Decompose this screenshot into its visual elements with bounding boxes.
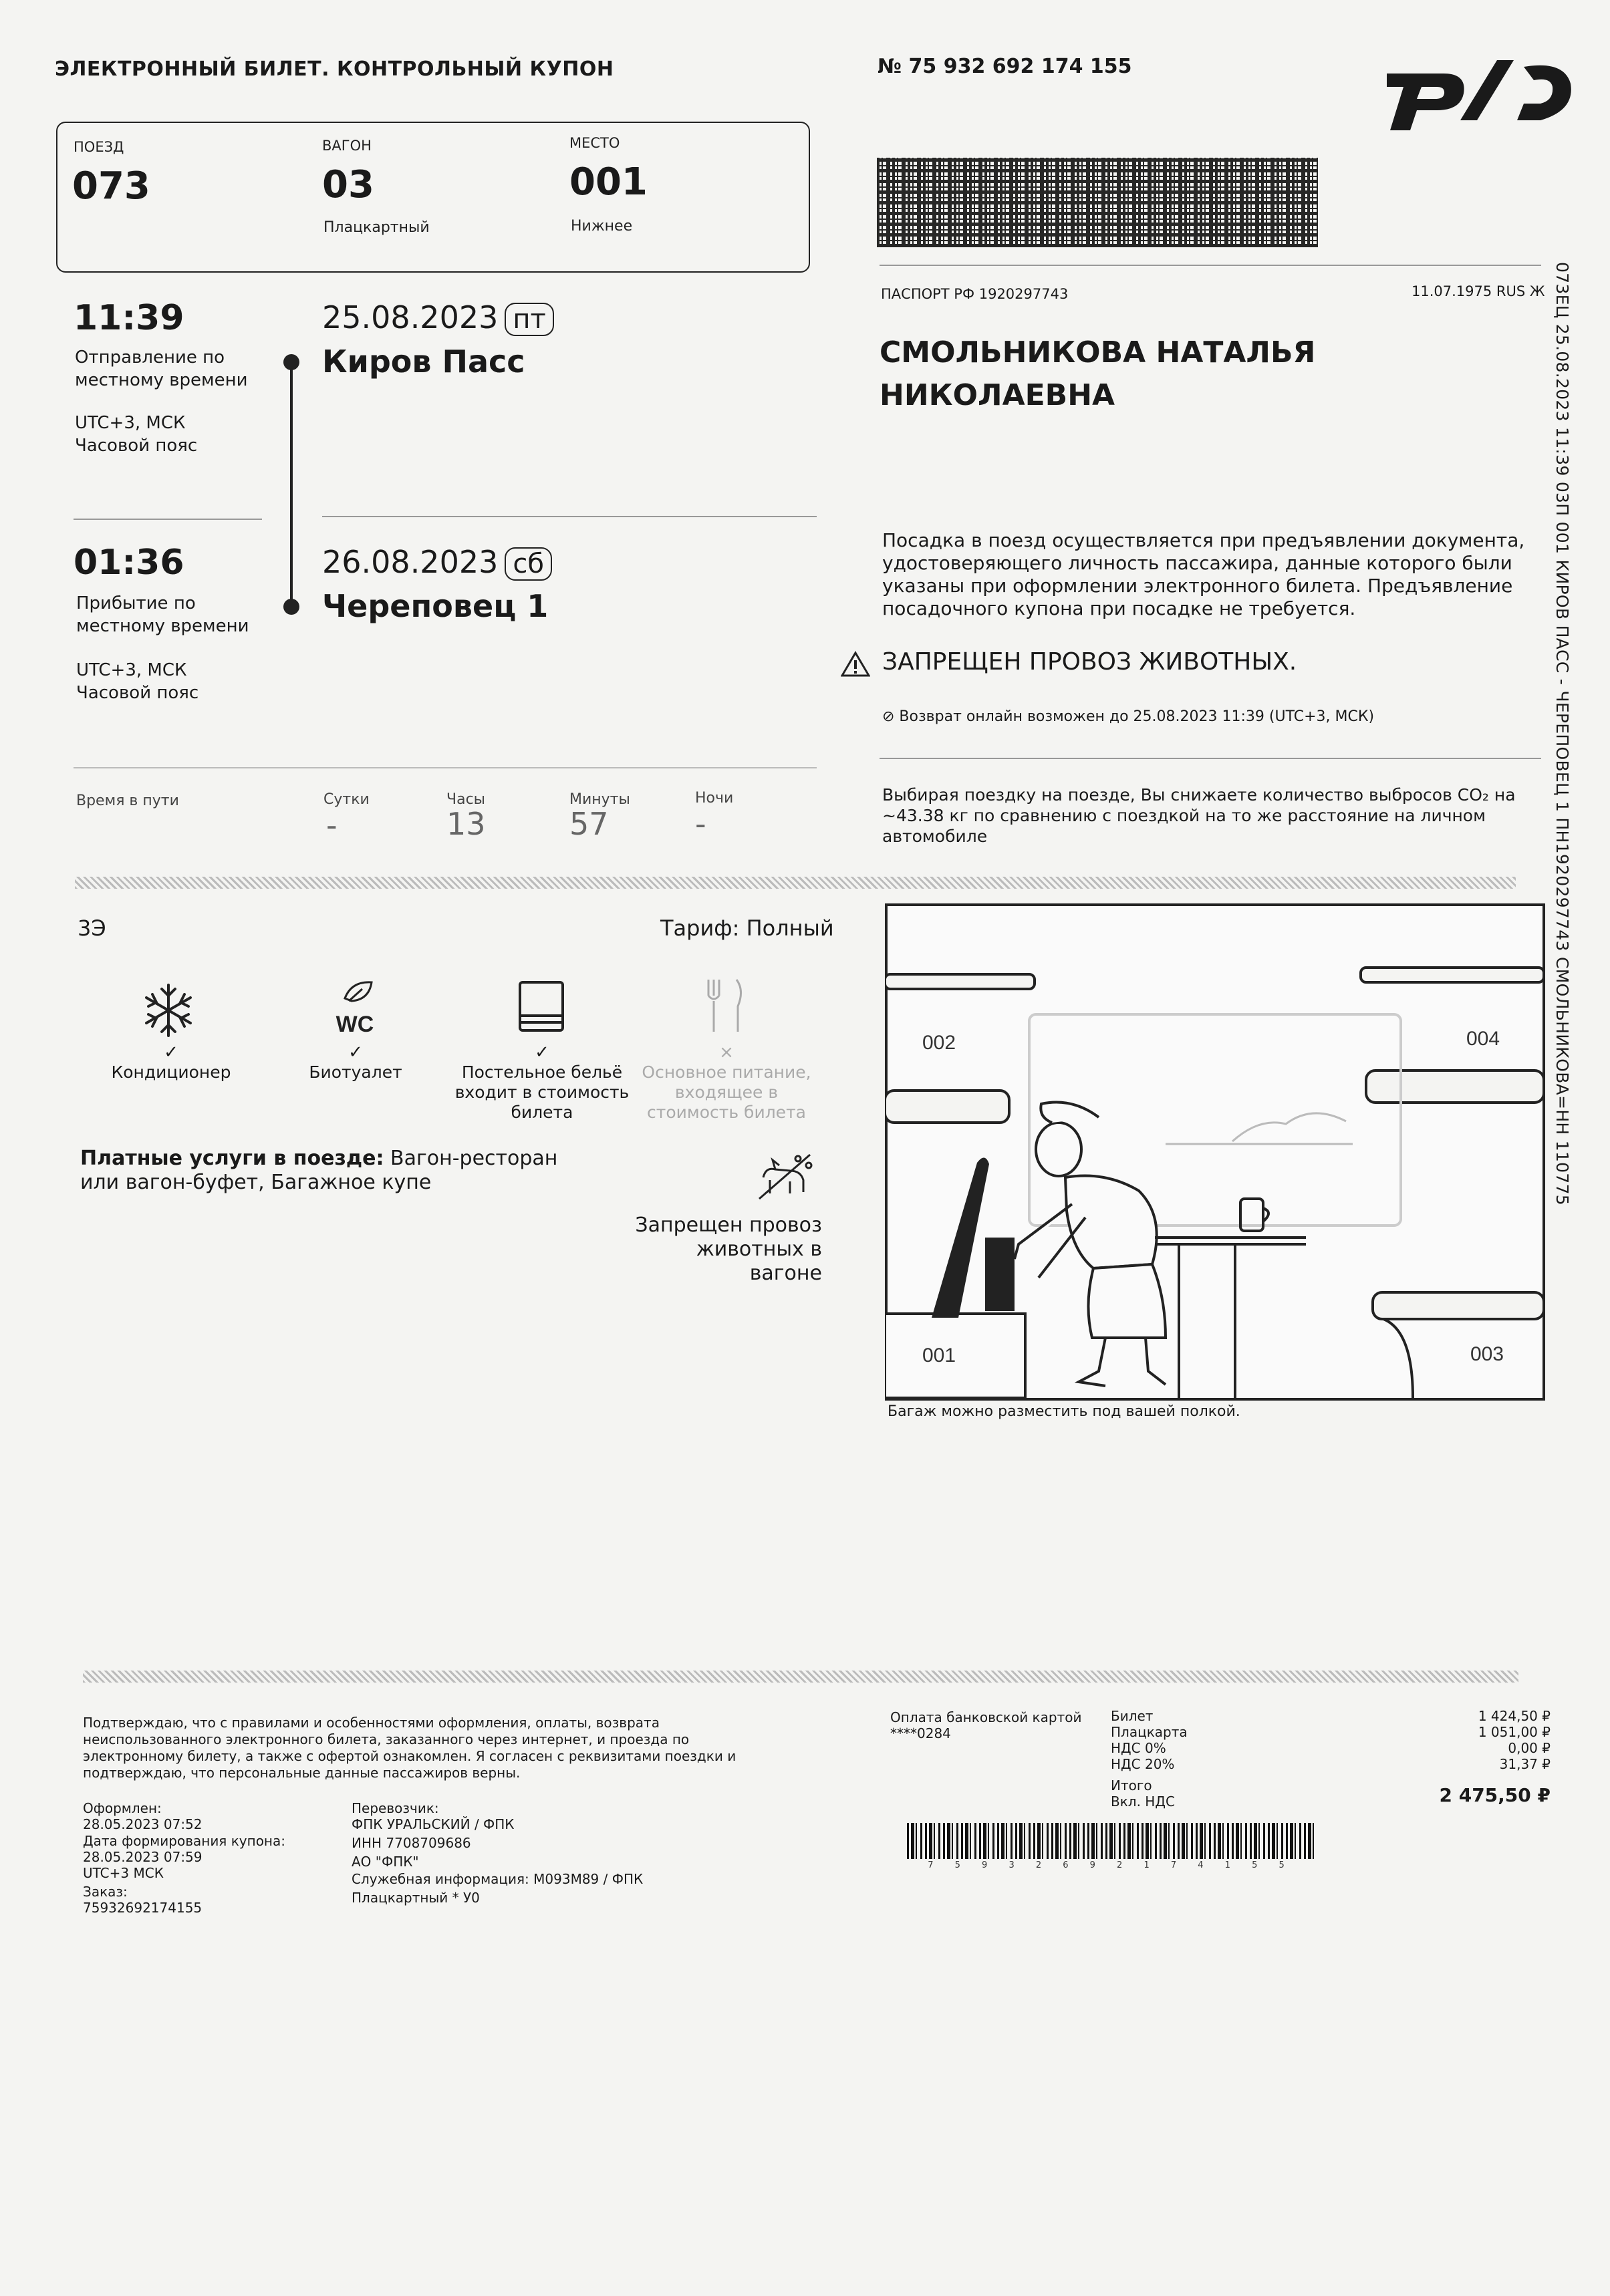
- divider: [322, 516, 817, 517]
- amenity-bedding-label: Постельное бельё входит в стоимость билета: [454, 1062, 630, 1122]
- amenity-wc-label: Биотуалет: [309, 1062, 402, 1082]
- amenity-ac: [104, 1042, 238, 1083]
- amenity-bedding-status: ✓: [535, 1042, 549, 1062]
- route-end-dot: [283, 599, 299, 615]
- pets-banned: Запрещен провоз животных в вагоне: [635, 1213, 822, 1285]
- snowflake-icon: [140, 982, 196, 1038]
- barcode-digits: 7 5 9 3 2 6 9 2 1 7 4 1 5 5: [928, 1860, 1294, 1870]
- departure-date-row: [322, 299, 554, 336]
- duration-label: Время в пути: [76, 793, 179, 809]
- refund-note: ⊘ Возврат онлайн возможен до 25.08.2023 11:39 (UTC+3, МСК): [882, 708, 1375, 725]
- paid-services-text: Вагон-ресторан или вагон-буфет, Багажное купе: [80, 1147, 558, 1194]
- total-label: Итого: [1111, 1777, 1152, 1793]
- tariff: Тариф: Полный: [660, 915, 834, 941]
- route-line: [290, 361, 293, 608]
- amenity-ac-status: ✓: [164, 1042, 178, 1062]
- passenger-dob: 11.07.1975 RUS Ж: [1412, 283, 1545, 299]
- dotted-divider: [83, 1671, 1518, 1683]
- price-value-vat0: 0,00 ₽: [1508, 1740, 1551, 1756]
- dotted-divider: [75, 877, 1516, 889]
- passport-number: ПАСПОРТ РФ 1920297743: [881, 286, 1069, 302]
- car-label: ВАГОН: [322, 138, 372, 154]
- paid-services-title: Платные услуги в поезде:: [80, 1147, 384, 1170]
- seat-number: 001: [569, 160, 648, 204]
- divider: [74, 767, 817, 768]
- departure-tz-label: Часовой пояс: [75, 436, 198, 456]
- train-info-box: [56, 122, 810, 273]
- bedding-icon: [515, 978, 568, 1034]
- price-label-vat0: НДС 0%: [1111, 1740, 1166, 1756]
- arrival-date-row: [322, 544, 552, 581]
- linear-barcode: [907, 1823, 1315, 1859]
- svg-text:WC: WC: [336, 1012, 374, 1037]
- departure-time-note: Отправление по местному времени: [75, 347, 248, 390]
- car-number: 03: [322, 163, 374, 206]
- duration-minutes: 57: [569, 806, 609, 842]
- amenity-bedding: [452, 1042, 632, 1123]
- coupon-date: 28.05.2023 07:59: [83, 1849, 203, 1865]
- coupon-label: Дата формирования купона:: [83, 1833, 285, 1849]
- amenity-ac-label: Кондиционер: [111, 1062, 231, 1082]
- carrier-label: Перевозчик:: [352, 1800, 439, 1816]
- amenity-wc: [289, 1042, 422, 1083]
- duration-hours-label: Часы: [446, 791, 486, 808]
- issued-label: Оформлен:: [83, 1800, 162, 1816]
- order-label: Заказ:: [83, 1884, 128, 1900]
- paid-services: [80, 1147, 588, 1195]
- duration-nights: -: [695, 806, 706, 842]
- seat-001: 001: [922, 1344, 956, 1367]
- route-start-dot: [283, 354, 299, 370]
- wc-icon: [325, 978, 385, 1038]
- arrival-day-badge: сб: [505, 547, 552, 581]
- illustration-caption: Багаж можно разместить под вашей полкой.: [888, 1403, 1240, 1420]
- departure-tz: UTC+3, МСК: [75, 413, 186, 433]
- train-label: ПОЕЗД: [74, 139, 124, 155]
- amenity-wc-status: ✓: [348, 1042, 363, 1062]
- consent-text: Подтверждаю, что с правилами и особенностями оформления, оплаты, возврата неиспользованного электронного билета, заказанного через интернет, и проезда по электронному билету, а также с офертой ознакомлен. Я согласен с реквизитами поездки и подтверждаю, что персональные данные пассажиров верны.: [83, 1715, 736, 1781]
- service-class: 3Э: [78, 915, 106, 941]
- amenity-meal: [636, 1042, 817, 1123]
- vertical-ticket-code: 073ЕЦ 25.08.2023 11:39 03П 001 КИРОВ ПАСС - ЧЕРЕПОВЕЦ 1 ПН1920297743 СМОЛЬНИКОВА=НН 110775: [1553, 262, 1572, 1205]
- amenity-meal-status: ×: [719, 1042, 734, 1062]
- carrier-name: ФПК УРАЛЬСКИЙ / ФПК: [352, 1816, 515, 1832]
- arrival-time-note: Прибытие по местному времени: [76, 593, 249, 636]
- seat-label: МЕСТО: [569, 135, 620, 151]
- arrival-station: Череповец 1: [322, 588, 549, 624]
- total-amount: 2 475,50 ₽: [1439, 1784, 1551, 1806]
- train-number: 073: [72, 164, 150, 208]
- no-pets-icon: [750, 1151, 819, 1204]
- animals-warning: ЗАПРЕЩЕН ПРОВОЗ ЖИВОТНЫХ.: [882, 648, 1297, 676]
- price-label-berth: Плацкарта: [1111, 1724, 1188, 1740]
- car-code: Плацкартный * У0: [352, 1890, 480, 1906]
- datamatrix-barcode: [877, 158, 1318, 247]
- price-value-berth: 1 051,00 ₽: [1478, 1724, 1551, 1740]
- car-type: Плацкартный: [323, 219, 430, 236]
- rzd-logo-icon: [1380, 47, 1581, 134]
- seat-004: 004: [1466, 1028, 1500, 1050]
- footer-tz: UTC+3 МСК: [83, 1865, 164, 1881]
- departure-station: Киров Пасс: [322, 343, 525, 380]
- issued-date: 28.05.2023 07:52: [83, 1816, 203, 1832]
- price-label-ticket: Билет: [1111, 1708, 1154, 1724]
- seat-type: Нижнее: [571, 218, 633, 235]
- vat-label: Вкл. НДС: [1111, 1793, 1175, 1810]
- passenger-name-line1: СМОЛЬНИКОВА НАТАЛЬЯ: [880, 335, 1316, 370]
- duration-days-label: Сутки: [323, 791, 370, 808]
- duration-hours: 13: [446, 806, 486, 842]
- price-label-vat20: НДС 20%: [1111, 1756, 1175, 1772]
- seat-002: 002: [922, 1032, 956, 1054]
- price-value-vat20: 31,37 ₽: [1499, 1756, 1551, 1772]
- order-number: 75932692174155: [83, 1900, 203, 1916]
- departure-time: 11:39: [74, 298, 184, 338]
- ticket-number: № 75 932 692 174 155: [878, 55, 1132, 78]
- divider: [74, 519, 262, 520]
- seat-003: 003: [1470, 1343, 1504, 1365]
- warning-icon: [841, 651, 870, 678]
- divider: [880, 265, 1541, 266]
- carrier-company: АО "ФПК": [352, 1854, 419, 1870]
- departure-date: 25.08.2023: [322, 299, 499, 335]
- payment-method: Оплата банковской картой: [890, 1709, 1082, 1725]
- duration-minutes-label: Минуты: [569, 791, 630, 808]
- compartment-illustration: [885, 903, 1545, 1401]
- duration-days: -: [326, 807, 338, 843]
- arrival-date: 26.08.2023: [322, 544, 499, 580]
- price-value-ticket: 1 424,50 ₽: [1478, 1708, 1551, 1724]
- passenger-name-line2: НИКОЛАЕВНА: [880, 378, 1115, 412]
- ticket-title: ЭЛЕКТРОННЫЙ БИЛЕТ. КОНТРОЛЬНЫЙ КУПОН: [55, 57, 614, 81]
- duration-nights-label: Ночи: [695, 790, 734, 807]
- departure-day-badge: пт: [505, 303, 553, 336]
- arrival-tz-label: Часовой пояс: [76, 683, 199, 703]
- boarding-note: Посадка в поезд осуществляется при предъявлении документа, удостоверяющего личность пассажира, данные которого были указаны при оформлении электронного билета. Предъявление посадочного купона при посадке не требуется.: [882, 529, 1525, 619]
- amenity-meal-label: Основное питание, входящее в стоимость билета: [642, 1062, 811, 1122]
- carrier-inn: ИНН 7708709686: [352, 1835, 471, 1851]
- arrival-tz: UTC+3, МСК: [76, 660, 187, 680]
- co2-note: Выбирая поездку на поезде, Вы снижаете количество выбросов CO₂ на ~43.38 кг по сравнению с поездкой на то же расстояние на личном автомобиле: [882, 785, 1516, 846]
- divider: [880, 758, 1541, 759]
- service-info: Служебная информация: М093М89 / ФПК: [352, 1871, 644, 1887]
- arrival-time: 01:36: [74, 543, 184, 583]
- fork-knife-icon: [699, 977, 750, 1034]
- card-number: ****0284: [890, 1725, 951, 1741]
